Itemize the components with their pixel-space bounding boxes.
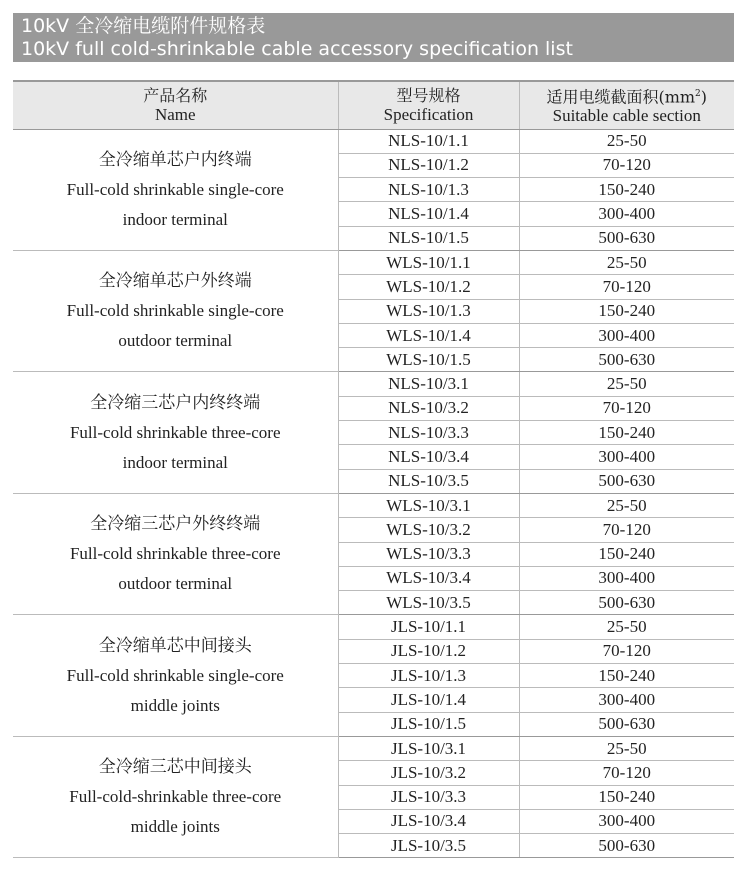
header-name [13,81,338,129]
table-row [13,736,734,760]
spec-cell: JLS-10/1.1 [338,615,519,639]
section-cell: 300-400 [519,202,734,226]
spec-cell: NLS-10/1.4 [338,202,519,226]
product-name-cn: 全冷缩单芯户外终端 [98,271,252,292]
section-cell: 500-630 [519,226,734,250]
spec-cell: WLS-10/1.4 [338,323,519,347]
product-name-en-line2: indoor terminal [122,209,228,229]
spec-cell: WLS-10/3.3 [338,542,519,566]
spec-cell: JLS-10/3.5 [338,834,519,858]
section-cell: 150-240 [519,542,734,566]
section-cell: 300-400 [519,809,734,833]
product-name-cell [13,615,338,736]
table-row [13,615,734,639]
header-section-en: Suitable cable section [552,106,701,126]
section-cell: 300-400 [519,445,734,469]
header-spec [338,81,519,129]
section-cell: 500-630 [519,348,734,372]
section-cell: 300-400 [519,688,734,712]
product-name-en-line1: Full-cold shrinkable single-core [66,665,284,685]
spec-cell: WLS-10/3.4 [338,566,519,590]
table-body [13,129,734,858]
header-name-en: Name [154,105,196,125]
spec-cell: WLS-10/3.1 [338,493,519,517]
spec-cell: WLS-10/1.2 [338,275,519,299]
spec-cell: WLS-10/1.1 [338,250,519,274]
spec-cell: JLS-10/1.4 [338,688,519,712]
header-section-cn-text: 适用电缆截面积(mm [546,87,696,107]
header-section-close: ) [700,87,708,107]
product-name-cn: 全冷缩三芯户内终终端 [90,392,261,413]
product-name-en-line2: outdoor terminal [118,574,233,594]
product-name-en-line1: Full-cold shrinkable single-core [66,301,284,321]
section-cell: 70-120 [519,153,734,177]
section-cell: 500-630 [519,712,734,736]
product-name-cell [13,250,338,371]
title-en: 10kV full cold-shrinkable cable accessory specification list [21,38,573,60]
product-name-en-line2: indoor terminal [122,452,228,472]
section-cell: 500-630 [519,469,734,493]
section-cell: 150-240 [519,785,734,809]
section-cell: 25-50 [519,250,734,274]
table-row [13,250,734,274]
spec-cell: JLS-10/1.2 [338,639,519,663]
product-name-cn: 全冷缩三芯中间接头 [98,757,252,778]
product-name-en-line1: Full-cold shrinkable three-core [69,422,281,442]
spec-cell: NLS-10/1.5 [338,226,519,250]
section-cell: 70-120 [519,396,734,420]
product-name-cell [13,372,338,493]
table-row [13,493,734,517]
product-name-cn: 全冷缩单芯户内终端 [98,149,252,170]
header-spec-cn: 型号规格 [396,86,461,106]
spec-cell: NLS-10/1.3 [338,178,519,202]
spec-cell: NLS-10/3.4 [338,445,519,469]
section-cell: 150-240 [519,664,734,688]
spec-cell: NLS-10/3.5 [338,469,519,493]
spec-cell: JLS-10/3.4 [338,809,519,833]
section-cell: 70-120 [519,639,734,663]
product-name-cell [13,736,338,857]
section-cell: 25-50 [519,372,734,396]
spec-cell: WLS-10/3.2 [338,518,519,542]
section-cell: 150-240 [519,299,734,323]
spec-cell: JLS-10/3.2 [338,761,519,785]
spec-cell: NLS-10/3.1 [338,372,519,396]
spec-cell: WLS-10/1.3 [338,299,519,323]
header-section [519,81,734,129]
section-cell: 25-50 [519,129,734,153]
spec-cell: WLS-10/3.5 [338,591,519,615]
product-name-en-line1: Full-cold shrinkable single-core [66,179,284,199]
section-cell: 150-240 [519,421,734,445]
section-cell: 25-50 [519,493,734,517]
product-name-cell [13,129,338,250]
section-cell: 70-120 [519,761,734,785]
spec-cell: JLS-10/1.5 [338,712,519,736]
header-section-cn [520,85,735,106]
spec-cell: JLS-10/3.3 [338,785,519,809]
section-cell: 70-120 [519,275,734,299]
product-name-en-line2: middle joints [130,695,220,715]
spec-table [13,80,734,858]
table-row [13,129,734,153]
product-name-en-line1: Full-cold-shrinkable three-core [69,787,282,807]
title-cn: 10kV 全冷缩电缆附件规格表 [21,15,266,37]
section-cell: 500-630 [519,591,734,615]
product-name-en-line2: middle joints [130,817,220,837]
header-spec-en: Specification [383,105,474,125]
table-row [13,372,734,396]
header-name-cn: 产品名称 [143,86,208,106]
section-cell: 500-630 [519,834,734,858]
spec-cell: JLS-10/3.1 [338,736,519,760]
spec-cell: NLS-10/3.3 [338,421,519,445]
title-bar [13,13,734,62]
section-cell: 25-50 [519,736,734,760]
section-cell: 300-400 [519,323,734,347]
header-row [13,81,734,129]
product-name-cn: 全冷缩单芯中间接头 [98,635,252,656]
spec-cell: NLS-10/1.2 [338,153,519,177]
header-section-sup: 2 [695,89,701,100]
product-name-en-line1: Full-cold shrinkable three-core [69,544,281,564]
spec-cell: NLS-10/1.1 [338,129,519,153]
product-name-cn: 全冷缩三芯户外终终端 [90,514,261,535]
section-cell: 70-120 [519,518,734,542]
section-cell: 150-240 [519,178,734,202]
spec-cell: JLS-10/1.3 [338,664,519,688]
product-name-en-line2: outdoor terminal [118,331,233,351]
table-header [13,81,734,129]
section-cell: 300-400 [519,566,734,590]
spec-cell: NLS-10/3.2 [338,396,519,420]
spec-cell: WLS-10/1.5 [338,348,519,372]
product-name-cell [13,493,338,614]
section-cell: 25-50 [519,615,734,639]
